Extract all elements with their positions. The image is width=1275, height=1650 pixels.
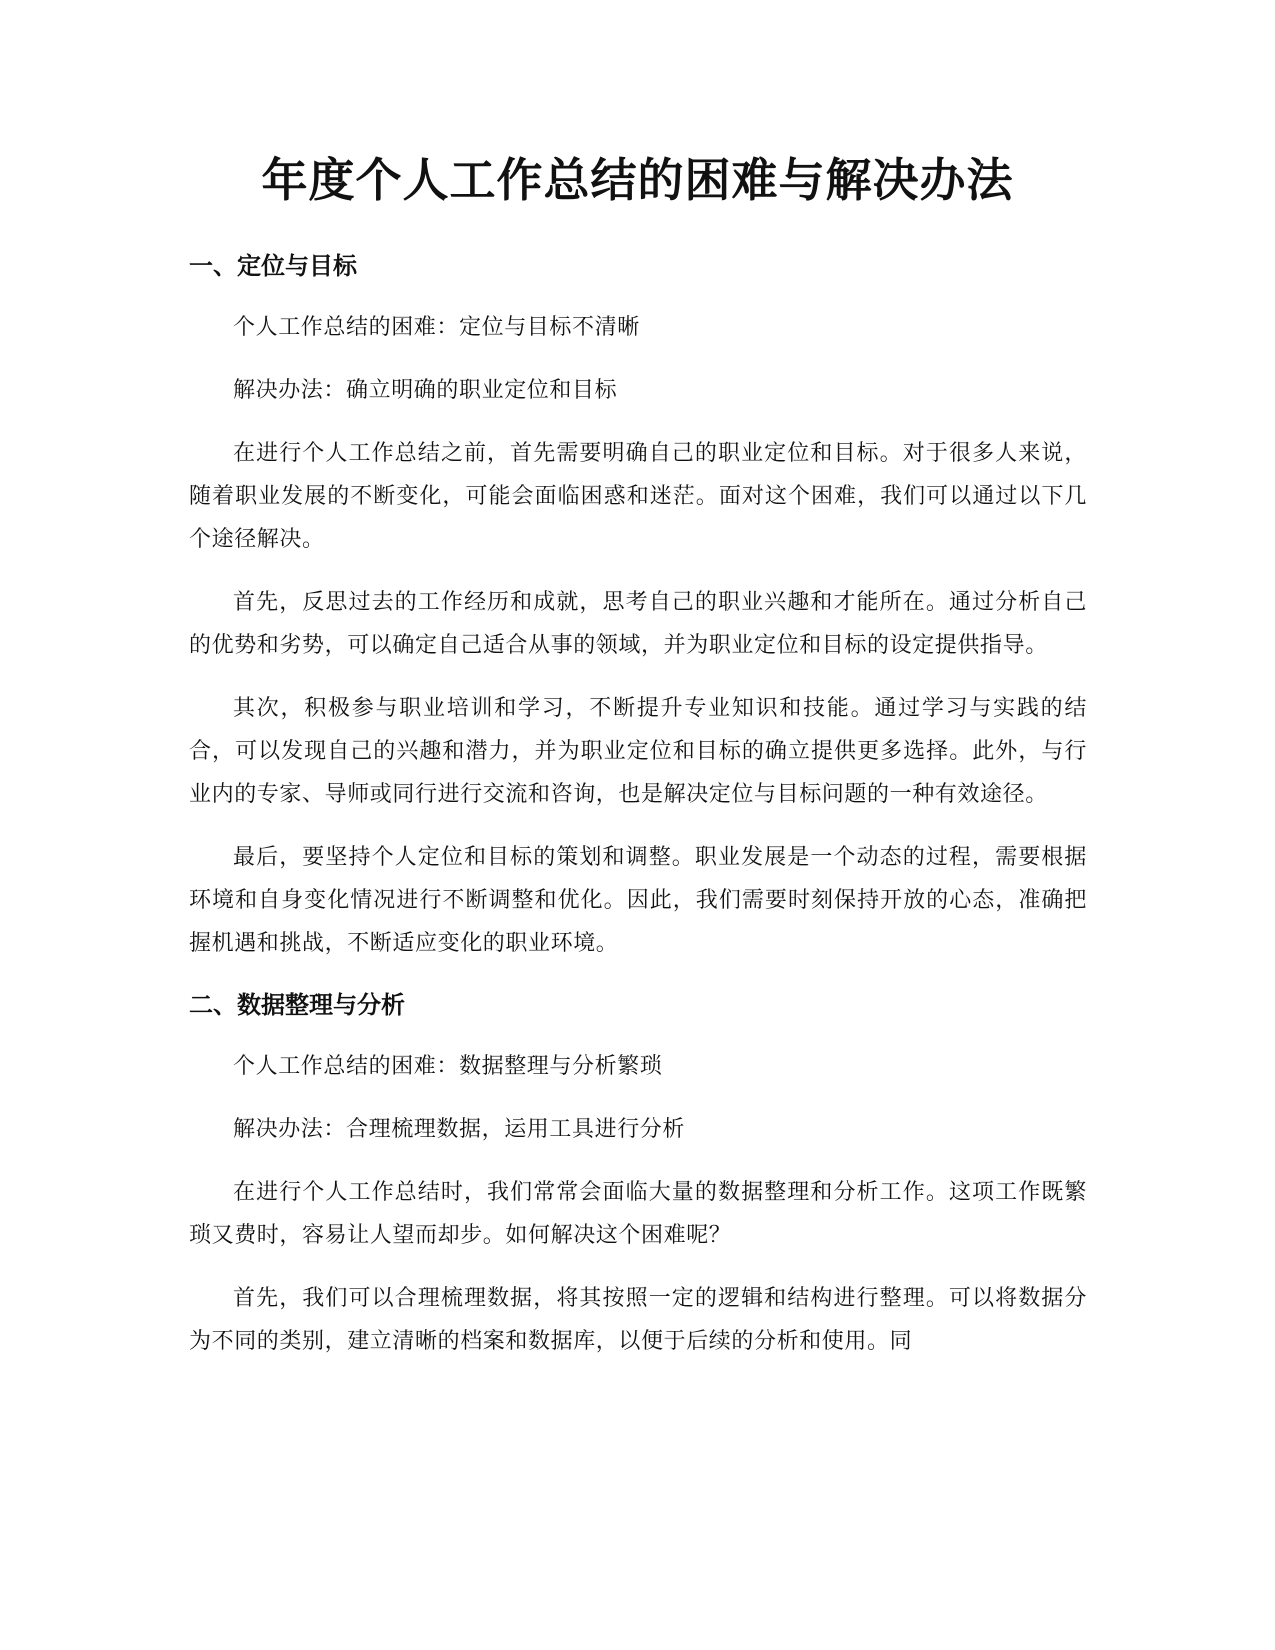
paragraph: 首先，我们可以合理梳理数据，将其按照一定的逻辑和结构进行整理。可以将数据分为不同的类别，建立清晰的档案和数据库，以便于后续的分析和使用。同 — [189, 1286, 1087, 1354]
paragraph: 在进行个人工作总结之前，首先需要明确自己的职业定位和目标。对于很多人来说，随着职业发展的不断变化，可能会面临困惑和迷茫。面对这个困难，我们可以通过以下几个途径解决。 — [189, 441, 1087, 552]
paragraph: 解决办法：确立明确的职业定位和目标 — [233, 378, 618, 403]
paragraph: 首先，反思过去的工作经历和成就，思考自己的职业兴趣和才能所在。通过分析自己的优势和劣势，可以确定自己适合从事的领域，并为职业定位和目标的设定提供指导。 — [189, 590, 1087, 658]
section-heading-data-analysis: 二、数据整理与分析 — [189, 991, 405, 1019]
paragraph: 最后，要坚持个人定位和目标的策划和调整。职业发展是一个动态的过程，需要根据环境和自身变化情况进行不断调整和优化。因此，我们需要时刻保持开放的心态，准确把握机遇和挑战，不断适应变化的职业环境。 — [189, 845, 1087, 956]
document-body — [189, 246, 1087, 1383]
paragraph: 解决办法：合理梳理数据，运用工具进行分析 — [233, 1117, 686, 1142]
paragraph: 个人工作总结的困难：数据整理与分析繁琐 — [233, 1054, 663, 1079]
section-heading-positioning: 一、定位与目标 — [189, 252, 357, 280]
paragraph: 其次，积极参与职业培训和学习，不断提升专业知识和技能。通过学习与实践的结合，可以发现自己的兴趣和潜力，并为职业定位和目标的确立提供更多选择。此外，与行业内的专家、导师或同行进行交流和咨询，也是解决定位与目标问题的一种有效途径。 — [189, 696, 1087, 807]
paragraph: 在进行个人工作总结时，我们常常会面临大量的数据整理和分析工作。这项工作既繁琐又费时，容易让人望而却步。如何解决这个困难呢？ — [189, 1180, 1087, 1248]
document-title: 年度个人工作总结的困难与解决办法 — [261, 153, 1014, 207]
paragraph: 个人工作总结的困难：定位与目标不清晰 — [233, 315, 640, 340]
